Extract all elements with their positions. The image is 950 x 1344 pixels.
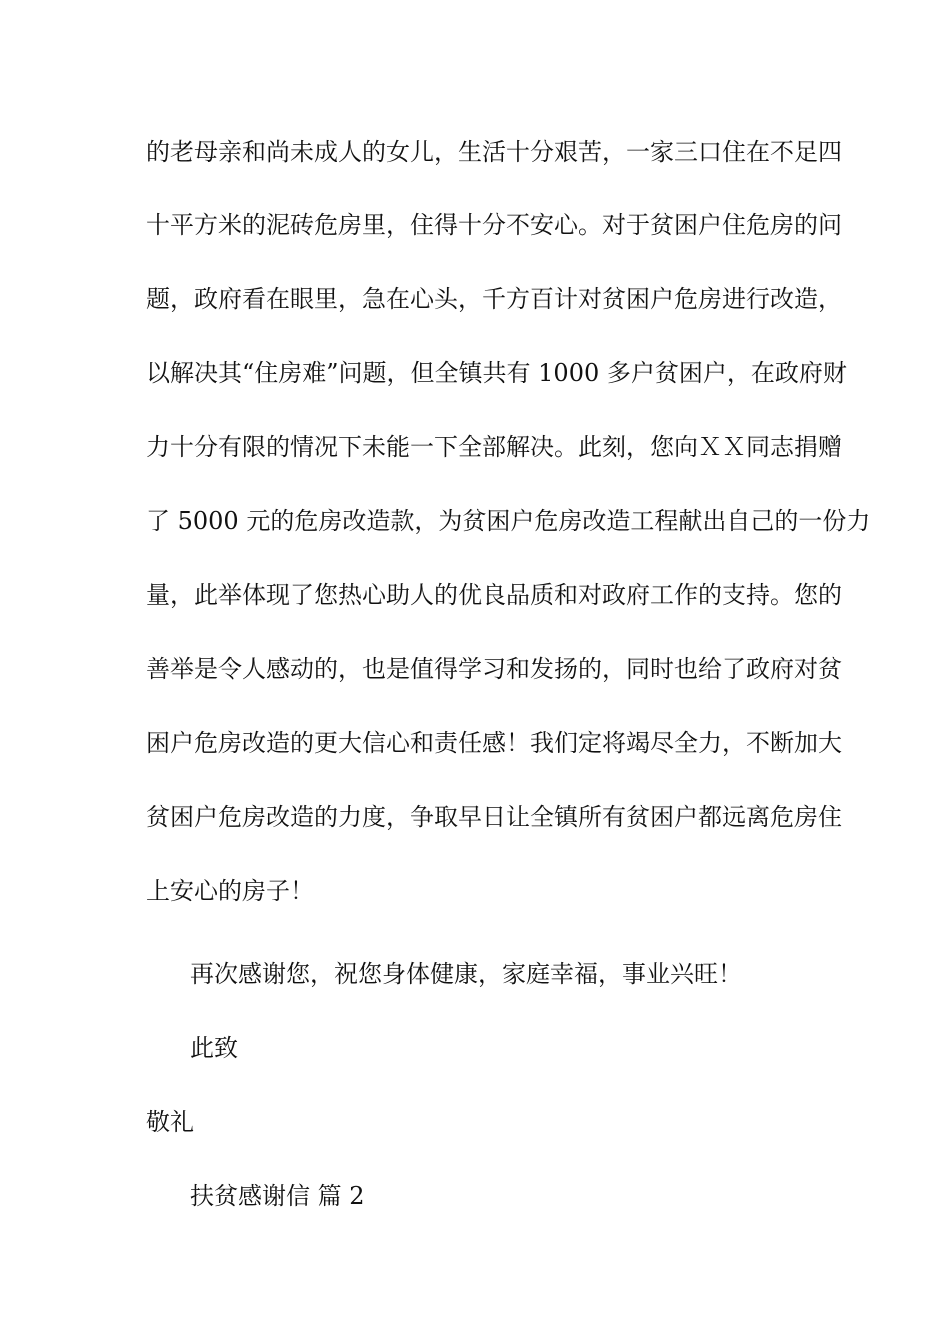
paragraph-line: 善举是令人感动的，也是值得学习和发扬的，同时也给了政府对贫 <box>146 655 842 683</box>
salutation-jing-li: 敬礼 <box>146 1108 194 1136</box>
paragraph-line: 力十分有限的情况下未能一下全部解决。此刻，您向ＸＸ同志捐赠 <box>146 433 842 461</box>
paragraph-line: 上安心的房子！ <box>146 877 314 905</box>
closing-wish: 再次感谢您，祝您身体健康，家庭幸福，事业兴旺！ <box>190 960 742 988</box>
section-title: 扶贫感谢信 篇 2 <box>190 1182 365 1210</box>
paragraph-line: 量，此举体现了您热心助人的优良品质和对政府工作的支持。您的 <box>146 581 842 609</box>
salutation-ci-zhi: 此致 <box>190 1034 238 1062</box>
paragraph-line: 题，政府看在眼里，急在心头，千方百计对贫困户危房进行改造， <box>146 285 842 313</box>
paragraph-line: 十平方米的泥砖危房里，住得十分不安心。对于贫困户住危房的问 <box>146 211 842 239</box>
paragraph-line: 以解决其“住房难”问题，但全镇共有 1000 多户贫困户，在政府财 <box>146 359 847 387</box>
paragraph-line: 的老母亲和尚未成人的女儿，生活十分艰苦，一家三口住在不足四 <box>146 138 842 166</box>
paragraph-line: 了 5000 元的危房改造款，为贫困户危房改造工程献出自己的一份力 <box>146 507 871 535</box>
paragraph-line: 困户危房改造的更大信心和责任感！我们定将竭尽全力，不断加大 <box>146 729 842 757</box>
paragraph-line: 贫困户危房改造的力度，争取早日让全镇所有贫困户都远离危房住 <box>146 803 842 831</box>
